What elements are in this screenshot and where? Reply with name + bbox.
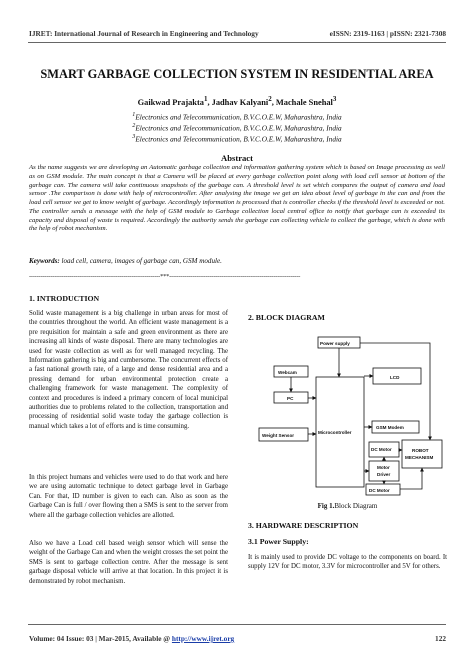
page-number: 122 bbox=[435, 634, 446, 643]
affiliation: $^3$Electronics and Telecommunication, B.V.C.O.E.W, Maharashtra, India bbox=[132, 134, 342, 144]
microcontroller-label: Microcontroller bbox=[318, 430, 352, 435]
lcd-label: LCD bbox=[390, 375, 400, 380]
author-sup: 1 bbox=[203, 95, 208, 103]
keywords-label: Keywords: bbox=[29, 257, 60, 265]
intro-heading: 1. INTRODUCTION bbox=[29, 294, 100, 303]
motor-driver-label-1: Motor bbox=[377, 465, 390, 470]
dc-motor-bottom-label: DC Motor bbox=[369, 488, 390, 493]
author-sup: 2 bbox=[268, 95, 272, 103]
author-line: Gaikwad Prajakta$^1$, Jadhav Kalyani$^2$, Machale Snehal$^3$ bbox=[137, 95, 337, 107]
intro-paragraph-2: In this project humans and vehicles were used to do that work and here we are using automatic technique to detect garbage level in Garbage Can. For that, ID number is given to each can. Also as soon as the Garbage Can is full / over flowing then a SMS is sent to the server from where all the garbage collection vehicles are allotted. bbox=[29, 474, 228, 519]
motor-driver-label-2: Driver bbox=[377, 472, 391, 477]
webcam-label: Webcam bbox=[278, 370, 297, 375]
dc-motor-top-label: DC Motor bbox=[371, 447, 392, 452]
author-sup: 3 bbox=[332, 95, 337, 103]
pc-label: PC bbox=[287, 396, 294, 401]
abstract-text: As the name suggests we are developing an Automatic garbage collection and information gathering system which is based on Image processing as well as on GSM module. The main concept is that a Camera will be placed at every garbage collection point along with load cell sensor at bottom of the garbage can. The camera will take continuous snapshots of the garbage can. A threshold level is set which compares the output of camera and load sensor .The comparison is done with help of microcontroller. After analysing the image we get an idea about level of garbage in the can and from the load cell sensor we get to know weight of garbage. Accordingly information is processed that is controller checks if the threshold level is exceeded or not. The controller sends a message with the help of GSM module to Garbage collection local central office to notify that garbage can is exceeded its capacity and disposal of waste is required. Accordingly the authority sends the garbage can collecting vehicle to collect the garbage, which is done with the help of robot mechanism. bbox=[29, 164, 445, 233]
power-supply-heading: 3.1 Power Supply: bbox=[248, 537, 309, 546]
figure-caption: Fig 1.Block Diagram bbox=[317, 502, 378, 510]
power-supply-text: It is mainly used to provide DC voltage to the components on board. It supply 12V for DC motor, 3.3V for microcontroller and 5V for others. bbox=[248, 554, 447, 571]
intro-paragraph-1: Solid waste management is a big challenge in urban areas for most of the countries throughout the world. An efficient waste management is a pre requisition for maintain a safe and green environment as there are increasing all kinds of waste disposal. There are many technologies are used for waste collection as well as for well managed recycling. The Information gathering is big and cumbersome. The concurrent effects of a fast national growth rate, of a large and dense residential area and a pressing demand for urban environmental protection create a challenging framework for waste management. The complexity of context and procedures is indeed a primary concern of local municipal authorities due to problems related to the collection, transportation and processing of residential solid waste today the garbage collection is manual which takes a lot of efforts and is time consuming. bbox=[29, 310, 228, 430]
weight-sensor-label: Weight Sensor bbox=[262, 433, 295, 438]
keywords-line bbox=[29, 257, 445, 265]
journal-header: IJRET: International Journal of Research in Engineering and Technology bbox=[29, 29, 259, 38]
keywords-text: load cell, camera, images of garbage can, GSM module. bbox=[61, 257, 222, 265]
issn-header: eISSN: 2319-1163 | pISSN: 2321-7308 bbox=[329, 29, 446, 38]
robot-mechanism-block bbox=[402, 440, 442, 468]
journal-link[interactable]: http://www.ijret.org bbox=[171, 634, 235, 643]
affiliation: $^2$Electronics and Telecommunication, B.V.C.O.E.W, Maharashtra, India bbox=[132, 123, 342, 133]
power-supply-label: Power supply bbox=[320, 341, 350, 346]
block-diagram bbox=[254, 333, 444, 499]
hardware-heading: 3. HARDWARE DESCRIPTION bbox=[248, 521, 359, 530]
intro-paragraph-3: Also we have a Load cell based weigh sensor which will sense the weight of the Garbage Can and when the weight crosses the set point the SMS is sent to garbage collection centre. After the message is sent garbage disposal vehicle will arrive at that location. In this project it is demonstrated by robot mechanism. bbox=[29, 540, 228, 585]
header-rule bbox=[28, 42, 446, 43]
abstract-heading: Abstract bbox=[221, 153, 253, 163]
author-name: Jadhav Kalyani bbox=[211, 97, 269, 107]
affiliation: $^1$Electronics and Telecommunication, B.V.C.O.E.W, Maharashtra, India bbox=[132, 112, 342, 122]
paper-title: SMART GARBAGE COLLECTION SYSTEM IN RESIDENTIAL AREA bbox=[40, 67, 434, 81]
robot-label-1: ROBOT bbox=[412, 448, 429, 453]
motor-driver-block bbox=[369, 461, 399, 481]
section-separator: --------------------------------------------------------------------***-------------------------------------------------------------------- bbox=[29, 273, 301, 280]
author-name: Gaikwad Prajakta bbox=[137, 97, 204, 107]
gsm-label: GSM Modem bbox=[376, 425, 404, 430]
robot-label-2: MECHANISM bbox=[405, 455, 434, 460]
block-diagram-heading: 2. BLOCK DIAGRAM bbox=[248, 313, 325, 322]
footer-volume: Volume: 04 Issue: 03 | Mar-2015, Available @ http://www.ijret.org bbox=[29, 634, 235, 643]
author-name: Machale Snehal bbox=[275, 97, 333, 107]
footer-rule bbox=[28, 624, 446, 625]
